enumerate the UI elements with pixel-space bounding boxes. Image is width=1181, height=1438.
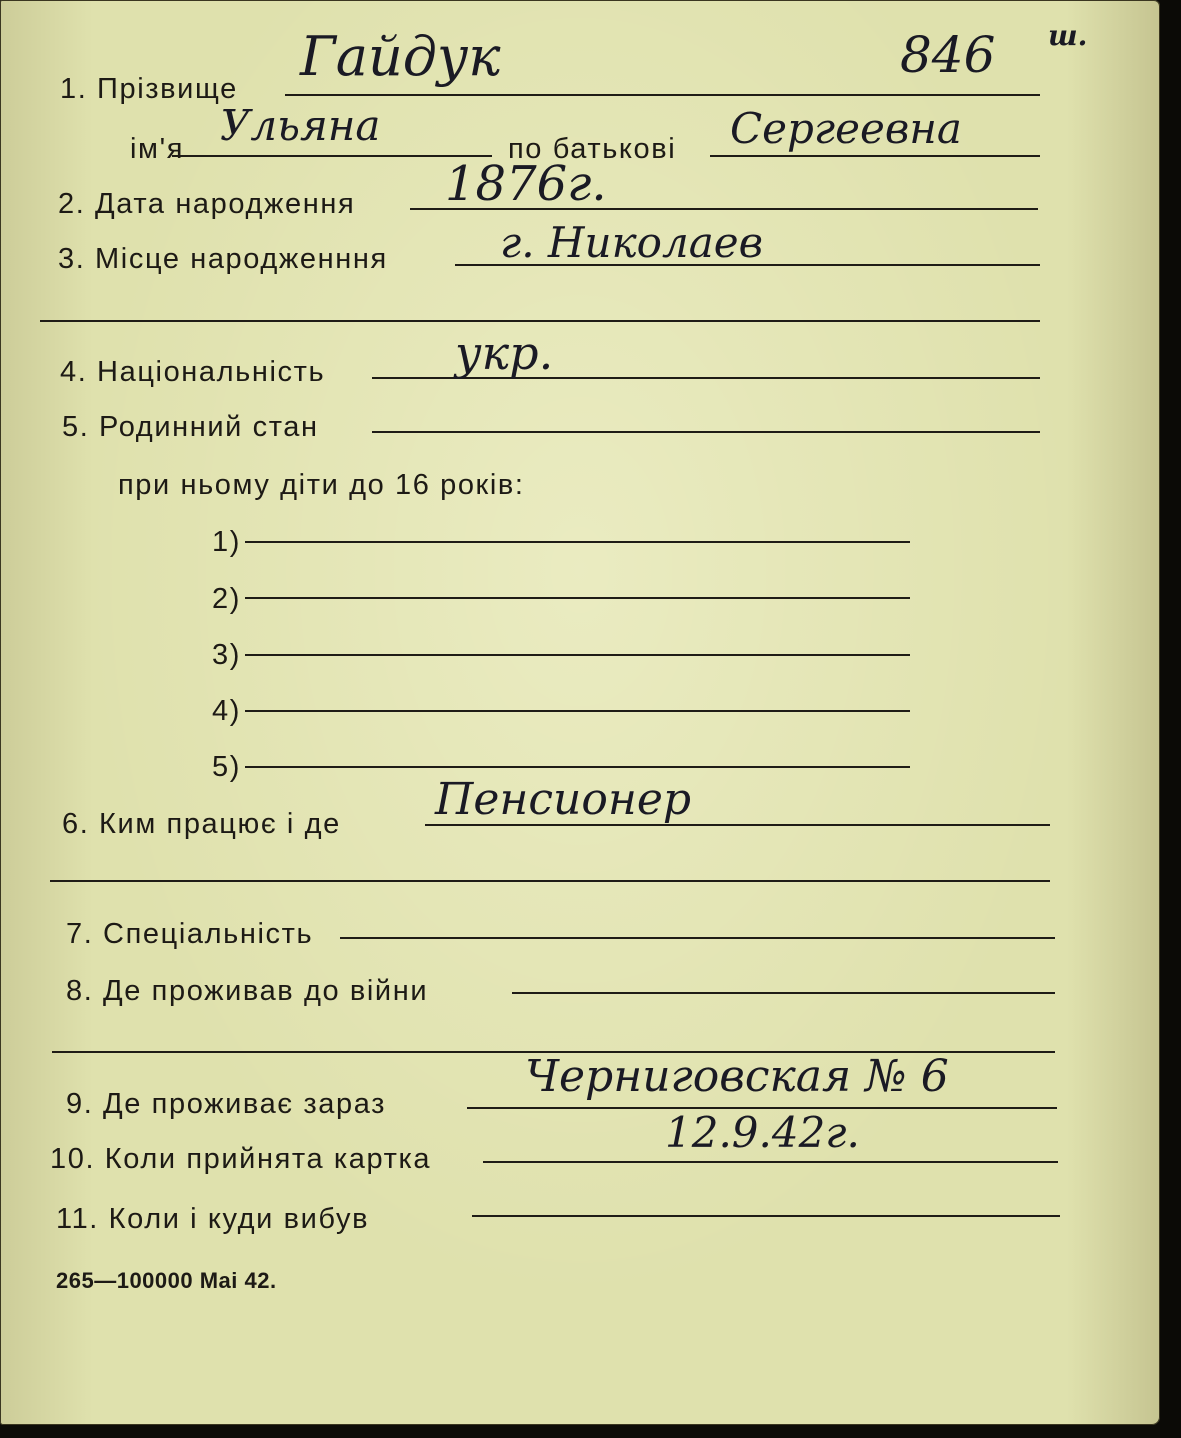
occupation-line-2: [50, 880, 1050, 882]
birth-place-line-2: [40, 320, 1040, 322]
patronymic-value: Сергеевна: [730, 104, 962, 153]
current-residence-label: 9. Де проживає зараз: [66, 1088, 387, 1120]
birth-place-value: г. Николаев: [500, 218, 764, 267]
first-name-value: Ульяна: [220, 101, 381, 150]
surname-line: [285, 94, 1040, 96]
child-4-label: 4): [212, 695, 241, 727]
child-5-label: 5): [212, 751, 241, 783]
first-name-label: ім'я: [130, 133, 185, 165]
current-residence-value: Черниговская № 6: [525, 1051, 949, 1102]
speciality-line: [340, 937, 1055, 939]
nationality-label: 4. Національність: [60, 356, 326, 388]
marital-status-line: [372, 431, 1040, 433]
patronymic-label: по батькові: [508, 133, 677, 165]
marital-status-label: 5. Родинний стан: [62, 411, 319, 443]
departure-label: 11. Коли і куди вибув: [56, 1203, 370, 1235]
surname-value: Гайдук: [300, 25, 501, 88]
child-3-line: [245, 654, 910, 656]
child-3-label: 3): [212, 639, 241, 671]
child-2-label: 2): [212, 583, 241, 615]
patronymic-line: [710, 155, 1040, 157]
prewar-residence-line: [512, 992, 1055, 994]
card-number: 846: [900, 26, 996, 84]
card-accepted-value: 12.9.42г.: [665, 1108, 860, 1157]
child-1-line: [245, 541, 910, 543]
card-number-suffix: ш.: [1048, 19, 1088, 52]
nationality-value: укр.: [455, 326, 554, 380]
birth-date-label: 2. Дата народження: [58, 188, 356, 220]
prewar-residence-label: 8. Де проживав до війни: [66, 975, 429, 1007]
child-1-label: 1): [212, 526, 241, 558]
scan-edge: [1160, 0, 1181, 1438]
surname-label: 1. Прізвище: [60, 73, 238, 105]
speciality-label: 7. Спеціальність: [66, 918, 314, 950]
card-accepted-line: [483, 1161, 1058, 1163]
children-heading: при ньому діти до 16 років:: [118, 469, 525, 501]
departure-line: [472, 1215, 1060, 1217]
child-5-line: [245, 766, 910, 768]
birth-place-label: 3. Місце народженння: [58, 243, 388, 275]
print-run-footer: 265—100000 Mai 42.: [56, 1268, 277, 1293]
child-2-line: [245, 597, 910, 599]
card-accepted-label: 10. Коли прийнята картка: [50, 1143, 432, 1175]
occupation-label: 6. Ким працює і де: [62, 808, 341, 840]
birth-date-value: 1876г.: [445, 156, 607, 212]
first-name-line: [172, 155, 492, 157]
occupation-value: Пенсионер: [435, 774, 692, 825]
child-4-line: [245, 710, 910, 712]
